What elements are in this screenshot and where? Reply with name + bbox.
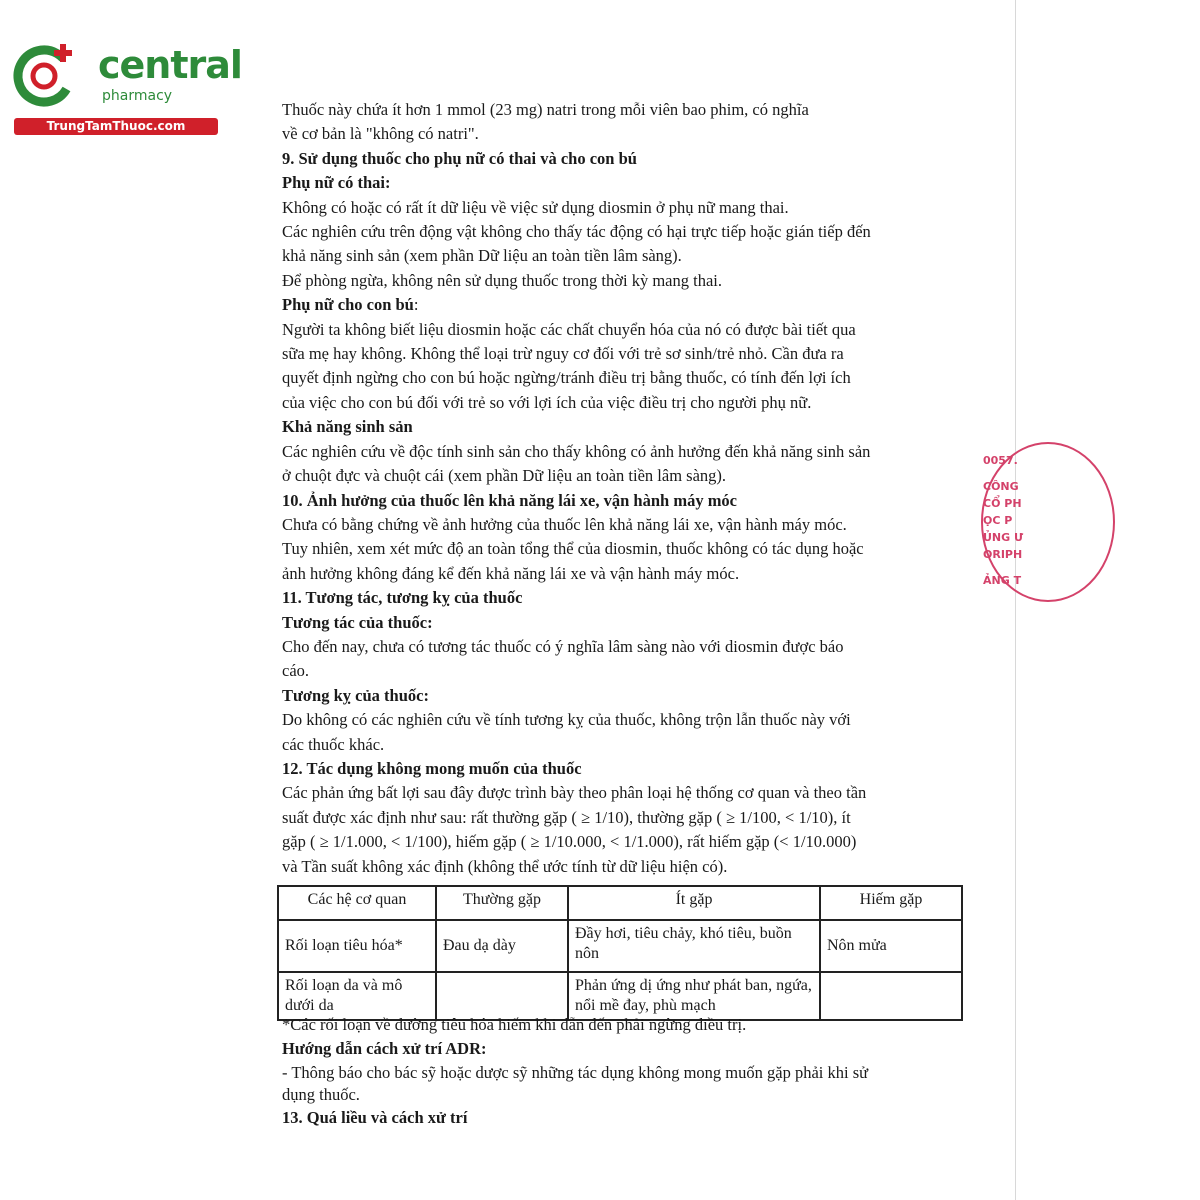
section-heading-12: 12. Tác dụng không mong muốn của thuốc xyxy=(282,758,582,778)
colon: : xyxy=(413,295,419,315)
subheading-fertility: Khả năng sinh sản xyxy=(282,417,413,437)
text-line: dụng thuốc. xyxy=(282,1084,360,1104)
stamp-text-line: ỌC P xyxy=(983,514,1013,527)
table-footnote: *Các rối loạn về đường tiêu hóa hiếm khi dẫn đến phải ngừng điều trị. xyxy=(282,1015,747,1034)
text-line: Cho đến nay, chưa có tương tác thuốc có ý nghĩa lâm sàng nào với diosmin được báo xyxy=(282,636,844,656)
table-cell: Rối loạn tiêu hóa* xyxy=(278,920,436,972)
logo-banner[interactable]: TrungTamThuoc.com xyxy=(14,118,218,135)
stamp-text-line: 0057. xyxy=(983,454,1018,467)
section-heading-10: 10. Ảnh hưởng của thuốc lên khả năng lái xe, vận hành máy móc xyxy=(282,490,738,510)
subheading-breastfeeding xyxy=(282,293,962,317)
subheading-incompatibilities: Tương kỵ của thuốc: xyxy=(282,685,429,705)
table-cell: Đầy hơi, tiêu chảy, khó tiêu, buồn nôn xyxy=(568,920,820,972)
text-line: các thuốc khác. xyxy=(282,734,385,754)
subheading-breastfeeding-label: Phụ nữ cho con bú xyxy=(282,295,414,315)
table-header: Ít gặp xyxy=(568,886,820,920)
table-cell: Rối loạn da và mô dưới da xyxy=(278,972,436,1020)
text-line: Các phản ứng bất lợi sau đây được trình bày theo phân loại hệ thống cơ quan và theo tần xyxy=(282,783,867,803)
text-line: sữa mẹ hay không. Không thể loại trừ nguy cơ đối với trẻ sơ sinh/trẻ nhỏ. Cần đưa ra xyxy=(282,344,844,364)
text-line: Các nghiên cứu về độc tính sinh sản cho thấy không có ảnh hưởng đến khả năng sinh sản xyxy=(282,441,871,461)
stamp-text-line: ẢNG T xyxy=(983,574,1022,587)
section-heading-9: 9. Sử dụng thuốc cho phụ nữ có thai và cho con bú xyxy=(282,148,637,168)
logo-sub: pharmacy xyxy=(102,88,173,104)
text-line: suất được xác định như sau: rất thường gặp ( ≥ 1/10), thường gặp ( ≥ 1/100, < 1/10), ít xyxy=(282,807,851,827)
text-line: ảnh hưởng không đáng kể đến khả năng lái xe và vận hành máy móc. xyxy=(282,563,740,583)
subheading-pregnancy: Phụ nữ có thai: xyxy=(282,173,391,193)
table-cell: Nôn mửa xyxy=(820,920,962,972)
stamp-text-line: ỦNG Ư xyxy=(983,531,1024,544)
text-line: ở chuột đực và chuột cái (xem phần Dữ liệu an toàn tiền lâm sàng). xyxy=(282,466,727,486)
text-line: Tuy nhiên, xem xét mức độ an toàn tổng thể của diosmin, thuốc không có tác dụng hoặc xyxy=(282,539,864,559)
document-body xyxy=(282,98,962,879)
text-line: Do không có các nghiên cứu về tính tương kỵ của thuốc, không trộn lẫn thuốc này với xyxy=(282,710,851,730)
text-line: quyết định ngừng cho con bú hoặc ngừng/tránh điều trị bằng thuốc, có tính đến lợi ích xyxy=(282,368,851,388)
company-stamp xyxy=(975,440,1055,602)
text-line: Không có hoặc có rất ít dữ liệu về việc sử dụng diosmin ở phụ nữ mang thai. xyxy=(282,197,789,217)
central-pharmacy-logo[interactable] xyxy=(10,38,242,138)
subheading-adr-handling: Hướng dẫn cách xử trí ADR: xyxy=(282,1039,487,1059)
pharmacy-cross-icon xyxy=(10,38,82,110)
text-line: Chưa có bằng chứng về ảnh hưởng của thuốc lên khả năng lái xe, vận hành máy móc. xyxy=(282,514,847,534)
text-line: và Tần suất không xác định (không thể ước tính từ dữ liệu hiện có). xyxy=(282,856,728,876)
text-line: Thuốc này chứa ít hơn 1 mmol (23 mg) natri trong mỗi viên bao phim, có nghĩa xyxy=(282,100,809,119)
table-header: Các hệ cơ quan xyxy=(278,886,436,920)
stamp-text-line: CỔ PH xyxy=(983,497,1022,510)
text-line: cáo. xyxy=(282,661,310,681)
table-header-row xyxy=(278,886,962,920)
text-line: gặp ( ≥ 1/1.000, < 1/100), hiếm gặp ( ≥ 1/10.000, < 1/1.000), rất hiếm gặp (< 1/10.000) xyxy=(282,832,857,852)
stamp-text-line: CÔNG xyxy=(983,480,1019,493)
table-header: Thường gặp xyxy=(436,886,568,920)
adverse-reactions-table xyxy=(277,885,963,1021)
table-cell: Phản ứng dị ứng như phát ban, ngứa, nổi mề đay, phù mạch xyxy=(568,972,820,1020)
table-cell: Đau dạ dày xyxy=(436,920,568,972)
document-body-after-table xyxy=(282,1013,962,1130)
text-line: Để phòng ngừa, không nên sử dụng thuốc trong thời kỳ mang thai. xyxy=(282,270,722,290)
logo-name: central xyxy=(98,43,242,87)
section-heading-11: 11. Tương tác, tương kỵ của thuốc xyxy=(282,588,523,608)
text-line: khả năng sinh sản (xem phần Dữ liệu an toàn tiền lâm sàng). xyxy=(282,246,682,266)
text-line: của việc cho con bú đối với trẻ so với lợi ích của việc điều trị cho người phụ nữ. xyxy=(282,392,812,412)
table-row xyxy=(278,920,962,972)
subheading-interactions: Tương tác của thuốc: xyxy=(282,612,433,632)
stamp-text-line: ORIPH xyxy=(983,548,1023,561)
text-line: - Thông báo cho bác sỹ hoặc dược sỹ những tác dụng không mong muốn gặp phải khi sử xyxy=(282,1062,869,1082)
table-header: Hiếm gặp xyxy=(820,886,962,920)
text-line: Người ta không biết liệu diosmin hoặc các chất chuyển hóa của nó có được bài tiết qua xyxy=(282,319,856,339)
text-line: về cơ bản là "không có natri". xyxy=(282,124,479,144)
text-line: Các nghiên cứu trên động vật không cho thấy tác động có hại trực tiếp hoặc gián tiếp đến xyxy=(282,222,871,242)
section-heading-13: 13. Quá liều và cách xử trí xyxy=(282,1107,468,1127)
